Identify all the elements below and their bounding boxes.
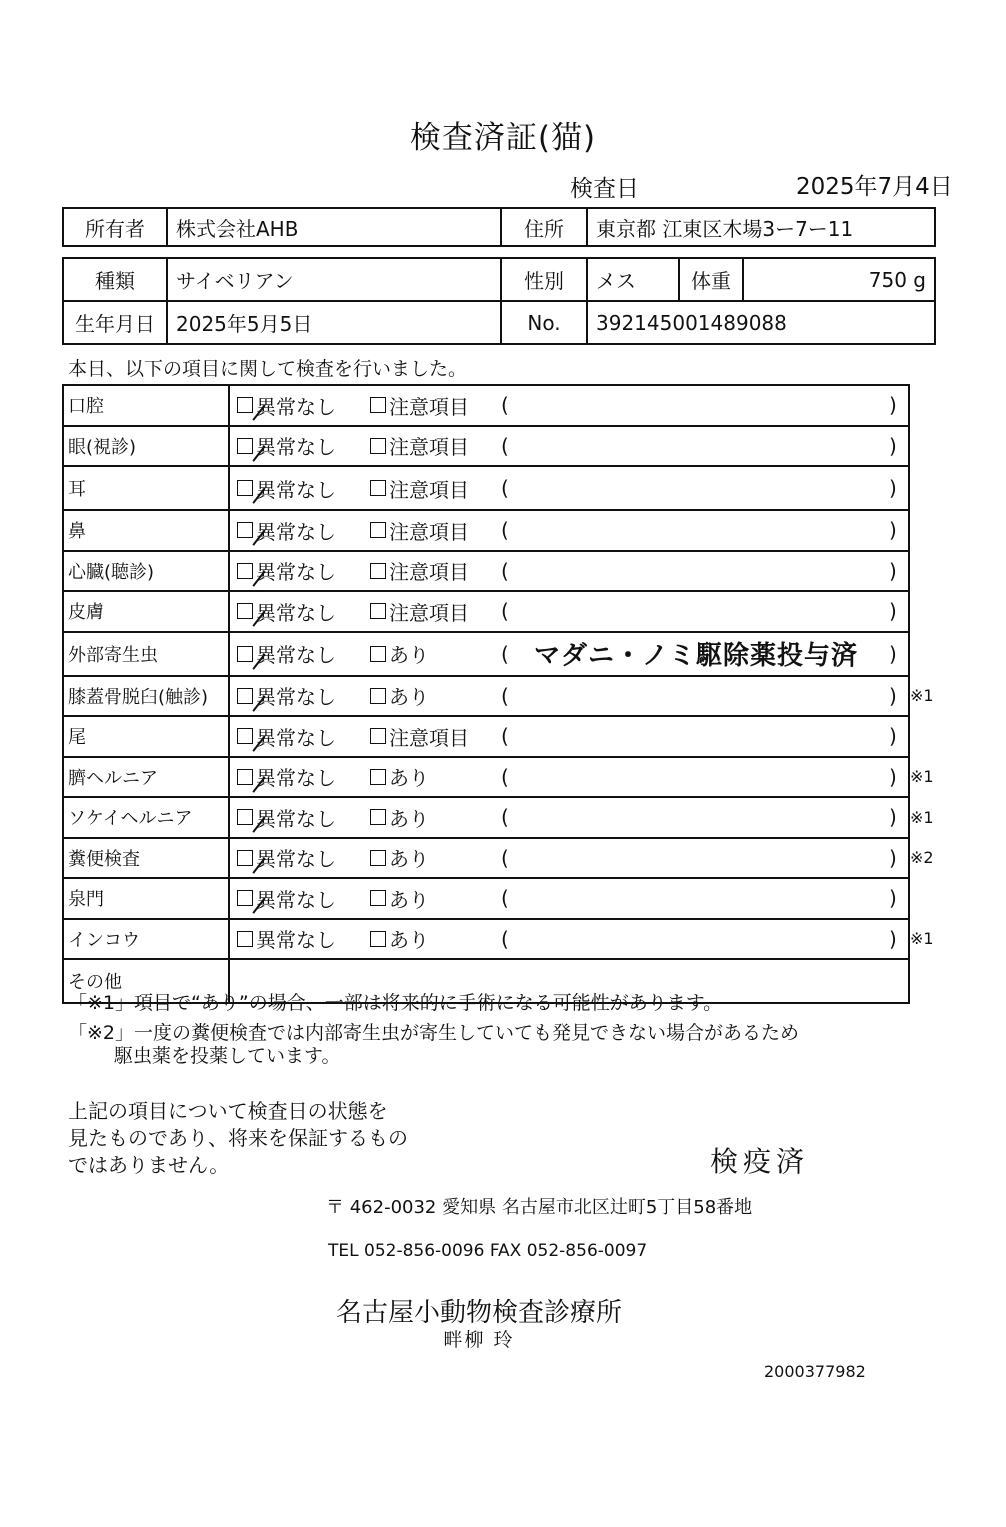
other-option[interactable] bbox=[370, 762, 429, 791]
exam-item-name bbox=[64, 798, 230, 837]
checkbox-icon[interactable] bbox=[370, 563, 386, 579]
note-open-paren: ( bbox=[501, 518, 509, 543]
page-title: 検査済証(猫) bbox=[409, 120, 597, 156]
checkbox-icon[interactable] bbox=[370, 850, 386, 866]
other-option-label: あり bbox=[389, 928, 429, 953]
note-close-paren: ) bbox=[889, 886, 897, 911]
breed-label: 種類 bbox=[63, 258, 167, 301]
normal-option[interactable] bbox=[237, 681, 336, 710]
checkbox-icon[interactable] bbox=[237, 646, 253, 662]
footnote-mark: ※1 bbox=[910, 807, 934, 827]
note-open-paren: ( bbox=[501, 433, 509, 458]
clinic-name: 名古屋小動物検査診療所 bbox=[335, 1298, 622, 1328]
exam-item-label: 膝蓋骨脱臼(触診) bbox=[68, 686, 209, 708]
owner-table bbox=[62, 207, 936, 247]
disclaimer-line: 見たものであり、将来を保証するもの bbox=[68, 1126, 408, 1150]
exam-item-name bbox=[64, 758, 230, 797]
checkbox-icon[interactable] bbox=[370, 646, 386, 662]
normal-option-label: 異常なし bbox=[256, 685, 336, 710]
note-close-paren: ) bbox=[889, 558, 897, 583]
note-open-paren: ( bbox=[501, 926, 509, 951]
sex-label: 性別 bbox=[501, 258, 587, 301]
checkbox-icon[interactable] bbox=[370, 688, 386, 704]
other-option[interactable] bbox=[370, 884, 429, 913]
note-open-paren: ( bbox=[501, 764, 509, 789]
normal-option[interactable] bbox=[237, 924, 336, 953]
normal-option[interactable] bbox=[237, 843, 336, 872]
normal-option[interactable] bbox=[237, 431, 336, 460]
other-option[interactable] bbox=[370, 431, 469, 460]
exam-row bbox=[64, 633, 908, 677]
exam-item-label: ソケイヘルニア bbox=[68, 808, 193, 830]
other-option-label: 注意項目 bbox=[389, 435, 469, 460]
normal-option-label: 異常なし bbox=[256, 477, 336, 502]
normal-option[interactable] bbox=[237, 597, 336, 626]
exam-item-label: インコウ bbox=[68, 929, 140, 951]
exam-item-label: 糞便検査 bbox=[68, 848, 140, 870]
normal-option[interactable] bbox=[237, 639, 336, 668]
exam-row bbox=[64, 677, 934, 718]
checkbox-icon[interactable] bbox=[237, 522, 253, 538]
exam-row bbox=[64, 920, 934, 961]
other-option-label: 注意項目 bbox=[389, 600, 469, 625]
footnote-mark: ※2 bbox=[910, 848, 934, 868]
checkbox-icon[interactable] bbox=[370, 438, 386, 454]
note-close-paren: ) bbox=[889, 845, 897, 870]
vet-name: 畔柳 玲 bbox=[443, 1329, 515, 1351]
other-option[interactable] bbox=[370, 597, 469, 626]
clinic-phones: TEL 052-856-0096 FAX 052-856-0097 bbox=[328, 1241, 648, 1261]
note-close-paren: ) bbox=[889, 764, 897, 789]
other-option[interactable] bbox=[370, 681, 429, 710]
other-option-label: 注意項目 bbox=[389, 477, 469, 502]
exam-row bbox=[64, 758, 934, 799]
note-open-paren: ( bbox=[501, 724, 509, 749]
exam-row bbox=[64, 592, 908, 633]
normal-option-label: 異常なし bbox=[256, 560, 336, 585]
note-open-paren: ( bbox=[501, 886, 509, 911]
note-open-paren: ( bbox=[501, 641, 509, 666]
normal-option-label: 異常なし bbox=[256, 435, 336, 460]
other-option[interactable] bbox=[370, 516, 469, 545]
checkbox-icon[interactable] bbox=[237, 603, 253, 619]
checkbox-icon[interactable] bbox=[237, 850, 253, 866]
checkbox-icon[interactable] bbox=[237, 438, 253, 454]
exam-row bbox=[64, 386, 908, 427]
exam-item-label: 鼻 bbox=[68, 521, 86, 543]
other-option[interactable] bbox=[370, 474, 469, 503]
address-value: 東京都 江東区木場3ー7ー11 bbox=[587, 208, 935, 246]
exam-row bbox=[64, 717, 908, 758]
normal-option-label: 異常なし bbox=[256, 928, 336, 953]
exam-item-label: 心臓(聴診) bbox=[68, 561, 155, 583]
normal-option[interactable] bbox=[237, 391, 336, 420]
other-option[interactable] bbox=[370, 722, 469, 751]
normal-option[interactable] bbox=[237, 722, 336, 751]
normal-option-label: 異常なし bbox=[256, 519, 336, 544]
exam-item-label: 外部寄生虫 bbox=[68, 644, 158, 666]
checkbox-icon[interactable] bbox=[370, 397, 386, 413]
other-option[interactable] bbox=[370, 556, 469, 585]
other-option-label: 注意項目 bbox=[389, 394, 469, 419]
normal-option[interactable] bbox=[237, 884, 336, 913]
pet-table bbox=[62, 257, 936, 345]
footnote-2: 「※2」一度の糞便検査では内部寄生虫が寄生していても発見できない場合があるため bbox=[68, 1022, 800, 1044]
other-option[interactable] bbox=[370, 391, 469, 420]
normal-option-label: 異常なし bbox=[256, 643, 336, 667]
exam-item-name bbox=[64, 552, 230, 591]
exam-item-label: その他 bbox=[68, 972, 122, 993]
checkbox-icon[interactable] bbox=[370, 931, 386, 947]
footnote-2-cont: 駆虫薬を投薬しています。 bbox=[114, 1045, 341, 1067]
note-close-paren: ) bbox=[889, 926, 897, 951]
exam-row bbox=[64, 511, 908, 552]
document-number: 2000377982 bbox=[764, 1362, 866, 1381]
checkbox-icon[interactable] bbox=[237, 688, 253, 704]
note-close-paren: ) bbox=[889, 683, 897, 708]
checkbox-icon[interactable] bbox=[237, 809, 253, 825]
owner-label: 所有者 bbox=[63, 208, 167, 246]
other-option-label: あり bbox=[389, 643, 429, 667]
exam-item-label: 皮膚 bbox=[68, 602, 104, 624]
note-close-paren: ) bbox=[889, 393, 897, 418]
exam-item-label: 口腔 bbox=[68, 396, 104, 418]
exam-row bbox=[64, 552, 908, 593]
checkbox-icon[interactable] bbox=[237, 769, 253, 785]
other-option-label: 注意項目 bbox=[389, 519, 469, 544]
footnote-mark: ※1 bbox=[910, 686, 934, 706]
other-option-label: 注意項目 bbox=[389, 560, 469, 585]
exam-item-name bbox=[64, 386, 230, 425]
exam-item-name bbox=[64, 633, 230, 675]
other-option-label: あり bbox=[389, 685, 429, 710]
normal-option[interactable] bbox=[237, 762, 336, 791]
note-open-paren: ( bbox=[501, 476, 509, 500]
normal-option-label: 異常なし bbox=[256, 806, 336, 831]
exam-item-name bbox=[64, 717, 230, 756]
exam-row bbox=[64, 839, 934, 880]
normal-option[interactable] bbox=[237, 803, 336, 832]
exam-item-name bbox=[64, 920, 230, 959]
other-option[interactable] bbox=[370, 639, 429, 668]
note-open-paren: ( bbox=[501, 599, 509, 624]
birth-value: 2025年5月5日 bbox=[167, 301, 501, 344]
address-label: 住所 bbox=[501, 208, 587, 246]
note-open-paren: ( bbox=[501, 845, 509, 870]
checkbox-icon[interactable] bbox=[237, 728, 253, 744]
disclaimer bbox=[68, 1098, 408, 1179]
no-value: 392145001489088 bbox=[587, 301, 935, 344]
disclaimer-line: ではありません。 bbox=[68, 1153, 230, 1177]
note-open-paren: ( bbox=[501, 683, 509, 708]
exam-item-name bbox=[64, 592, 230, 631]
checkbox-icon[interactable] bbox=[370, 769, 386, 785]
exam-item-name bbox=[64, 677, 230, 716]
exam-table bbox=[62, 384, 934, 1004]
note-open-paren: ( bbox=[501, 558, 509, 583]
footnote-1: 「※1」項目で“あり”の場合、一部は将来的に手術になる可能性があります。 bbox=[68, 992, 723, 1014]
weight-label: 体重 bbox=[679, 258, 743, 301]
sex-value: メス bbox=[587, 258, 679, 301]
intro-text: 本日、以下の項目に関して検査を行いました。 bbox=[68, 358, 468, 380]
normal-option-label: 異常なし bbox=[256, 600, 336, 625]
checkbox-icon[interactable] bbox=[237, 480, 253, 496]
note-close-paren: ) bbox=[889, 805, 897, 830]
no-label: No. bbox=[501, 301, 587, 344]
note-close-paren: ) bbox=[889, 433, 897, 458]
exam-row bbox=[64, 798, 934, 839]
owner-value: 株式会社AHB bbox=[167, 208, 501, 246]
checkbox-icon[interactable] bbox=[237, 931, 253, 947]
other-option-label: あり bbox=[389, 766, 429, 791]
normal-option-label: 異常なし bbox=[256, 725, 336, 750]
checkbox-icon[interactable] bbox=[370, 522, 386, 538]
normal-option[interactable] bbox=[237, 516, 336, 545]
exam-item-label: 耳 bbox=[68, 479, 86, 500]
normal-option-label: 異常なし bbox=[256, 766, 336, 791]
breed-value: サイベリアン bbox=[167, 258, 501, 301]
normal-option-label: 異常なし bbox=[256, 887, 336, 912]
exam-row bbox=[64, 427, 908, 468]
exam-item-name bbox=[64, 879, 230, 918]
inspection-date-label: 検査日 bbox=[570, 176, 639, 202]
exam-item-label: 泉門 bbox=[68, 889, 104, 911]
other-option-label: あり bbox=[389, 806, 429, 831]
normal-option-label: 異常なし bbox=[256, 847, 336, 872]
exam-item-name bbox=[64, 511, 230, 550]
footnote-mark: ※1 bbox=[910, 929, 934, 949]
checkbox-icon[interactable] bbox=[370, 603, 386, 619]
other-option[interactable] bbox=[370, 803, 429, 832]
normal-option[interactable] bbox=[237, 474, 336, 503]
note-open-paren: ( bbox=[501, 393, 509, 418]
exam-item-name bbox=[64, 839, 230, 878]
exam-item-label: 眼(視診) bbox=[68, 436, 137, 458]
inspection-date: 2025年7月4日 bbox=[796, 174, 953, 200]
other-option-label: あり bbox=[389, 887, 429, 912]
normal-option-label: 異常なし bbox=[256, 394, 336, 419]
note-close-paren: ) bbox=[889, 599, 897, 624]
checkbox-icon[interactable] bbox=[370, 809, 386, 825]
note-open-paren: ( bbox=[501, 805, 509, 830]
note-close-paren: ) bbox=[889, 518, 897, 543]
exam-row bbox=[64, 879, 908, 920]
exam-item-name bbox=[64, 467, 230, 509]
exam-note: マダニ・ノミ駆除薬投与済 bbox=[534, 641, 859, 671]
checkbox-icon[interactable] bbox=[237, 563, 253, 579]
exam-row bbox=[64, 467, 908, 511]
exam-item-label: 尾 bbox=[68, 727, 86, 749]
checkbox-icon[interactable] bbox=[370, 480, 386, 496]
checkbox-icon[interactable] bbox=[237, 890, 253, 906]
checkbox-icon[interactable] bbox=[370, 890, 386, 906]
normal-option[interactable] bbox=[237, 556, 336, 585]
other-option-label: あり bbox=[389, 847, 429, 872]
note-close-paren: ) bbox=[889, 724, 897, 749]
exam-item-label: 臍ヘルニア bbox=[68, 767, 158, 789]
exam-item-name bbox=[64, 427, 230, 466]
checkbox-icon[interactable] bbox=[370, 728, 386, 744]
other-option-label: 注意項目 bbox=[389, 725, 469, 750]
note-close-paren: ) bbox=[889, 476, 897, 500]
checkbox-icon[interactable] bbox=[237, 397, 253, 413]
other-option[interactable] bbox=[370, 924, 429, 953]
other-option[interactable] bbox=[370, 843, 429, 872]
note-close-paren: ) bbox=[889, 641, 897, 666]
weight-value: 750 g bbox=[743, 258, 935, 301]
quarantine-stamp: 検疫済 bbox=[710, 1145, 810, 1178]
footnote-mark: ※1 bbox=[910, 767, 934, 787]
birth-label: 生年月日 bbox=[63, 301, 167, 344]
disclaimer-line: 上記の項目について検査日の状態を bbox=[68, 1099, 388, 1123]
clinic-address: 〒 462-0032 愛知県 名古屋市北区辻町5丁目58番地 bbox=[326, 1197, 753, 1218]
